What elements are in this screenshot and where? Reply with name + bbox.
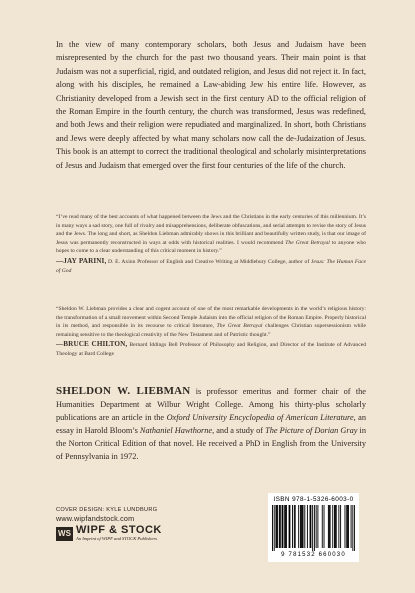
barcode-bar <box>351 505 352 548</box>
barcode-bar <box>304 505 305 548</box>
barcode-bar <box>335 505 336 548</box>
barcode-bar <box>338 505 339 548</box>
barcode-bar <box>303 505 304 548</box>
barcode-bar <box>276 505 277 548</box>
barcode-bar <box>312 505 313 551</box>
barcode-bar <box>285 505 286 548</box>
review-chilton <box>56 305 366 359</box>
barcode-bar <box>322 505 323 548</box>
barcode-digits: 9 781532 660030 <box>281 552 346 558</box>
barcode-bar <box>316 505 317 548</box>
reviewer-name: —JAY PARINI, <box>56 256 107 265</box>
barcode-bar <box>280 505 281 548</box>
publisher-name: WIPF & STOCK <box>76 524 162 536</box>
barcode-bar <box>282 505 283 548</box>
review-quote: “I’ve read many of the best accounts of what happened between the Jews and the Christians in the early centuries of this millennium. It’s in many ways a sad story, one full of rivalry and misapprehensions, deliberate obfuscations, and serial attempts to revise the story of Jesus and the Jews. The long and short, as Sheldon Liebman admirably shows in this brilliant and beautifully written study, is that our image of Jesus was permanently reconstructed in ways at odds with historical realities. I would recommend The Great Betrayal to anyone who hopes to come to a clear understanding of this critical moment in history.” <box>56 214 366 255</box>
barcode-bar <box>307 505 308 548</box>
barcode-icon <box>272 505 355 551</box>
barcode-bar <box>301 505 302 548</box>
barcode-bar <box>317 505 318 548</box>
ws-logo-icon: WS <box>56 527 73 541</box>
barcode-bar <box>277 505 278 548</box>
barcode-bar <box>324 505 325 548</box>
publisher-logo <box>56 525 162 542</box>
review-credit: —JAY PARINI, D. E. Axinn Professor of English and Creative Writing at Middlebury College, author of Jesus: The Human Face of God <box>56 256 366 274</box>
barcode-bar <box>294 505 295 548</box>
barcode-bar <box>300 505 301 548</box>
barcode-bar <box>346 505 347 548</box>
review-parini <box>56 213 366 275</box>
reviewer-name: —BRUCE CHILTON, <box>56 340 128 349</box>
barcode-bar <box>289 505 290 548</box>
isbn-barcode <box>268 493 359 562</box>
publisher-website[interactable]: www.wipfandstock.com <box>56 514 135 523</box>
barcode-bar <box>279 505 280 548</box>
publisher-imprint: An Imprint of WIPF and STOCK Publishers <box>76 536 158 541</box>
barcode-bar <box>332 505 333 548</box>
barcode-bar <box>298 505 299 548</box>
barcode-bar <box>352 505 353 551</box>
isbn-label: ISBN 978-1-5326-6003-0 <box>273 496 354 503</box>
barcode-bar <box>354 505 355 551</box>
barcode-bar <box>286 505 287 548</box>
barcode-bar <box>295 505 296 548</box>
description-text: In the view of many contemporary scholars, both Jesus and Judaism have been misrepresented by the church for the past two thousand years. Their main point is that Judaism was not a superficial, rigid, and outdated religion, and Jesus did not reject it. In fact, along with his disciples, he remained a Law-abiding Jew his entire life. However, as Christianity developed from a Jewish sect in the first century AD to the official religion of the Roman Empire in the fourth century, the church was transformed, Jesus was redefined, and both Jews and their religion were repudiated and marginalized. In short, both Christians and Jews were deeply affected by what many scholars now call the de-Judaization of Jesus. This book is an attempt to correct the traditional theological and scholarly misinterpretations of Jesus and Judaism that emerged over the first four centuries of the life of the church. <box>56 40 366 170</box>
barcode-bar <box>347 505 348 548</box>
review-credit: —BRUCE CHILTON, Bernard Iddings Bell Professor of Philosophy and Religion, and Director of the Institute of Advanced Theology at Bard College <box>56 340 366 357</box>
barcode-bar <box>310 505 311 548</box>
barcode-bar <box>329 505 330 548</box>
barcode-bar <box>345 505 346 548</box>
barcode-bar <box>292 505 293 548</box>
barcode-bar <box>340 505 341 548</box>
barcode-bar <box>328 505 329 548</box>
review-quote: “Sheldon W. Liebman provides a clear and cogent account of one of the most remarkable developments in the world’s religious history: the transformation of a small movement within Second Temple Judaism into the official religion of the Roman Empire. Properly historical in its method, and responsible in its recourse to critical literature, The Great Betrayal challenges Christian supersessionism while remaining sensitive to the theological creativity of the New Testament and of Patristic thought.” <box>56 306 367 338</box>
barcode-bar <box>275 505 276 548</box>
barcode-bar <box>282 505 283 548</box>
barcode-bar <box>314 505 315 551</box>
barcode-bar <box>330 505 331 548</box>
barcode-bar <box>334 505 335 548</box>
barcode-bar <box>310 505 311 548</box>
barcode-bar <box>348 505 349 548</box>
publisher-credits <box>56 507 162 542</box>
barcode-bar <box>336 505 337 548</box>
author-bio <box>56 385 366 463</box>
cover-design-credit: COVER DESIGN: KYLE LUNDBURG <box>56 507 158 513</box>
barcode-bar <box>272 505 273 551</box>
barcode-bar <box>302 505 303 548</box>
bio-text: SHELDON W. LIEBMAN is professor emeritus and former chair of the Humanities Department at Wilbur Wright College. Among his thirty-plus scholarly publications are an article in the Oxford University Encyclopedia of American Literature, an essay in Harold Bloom’s Nathaniel Hawthorne, and a study of The Picture of Dorian Gray in the Norton Critical Edition of that novel. He received a PhD in English from the University of Pennsylvania in 1972. <box>56 385 367 461</box>
book-description <box>56 38 366 172</box>
barcode-bar <box>274 505 275 551</box>
barcode-bar <box>289 505 290 548</box>
author-name: SHELDON W. LIEBMAN <box>56 385 191 397</box>
barcode-bar <box>284 505 285 548</box>
